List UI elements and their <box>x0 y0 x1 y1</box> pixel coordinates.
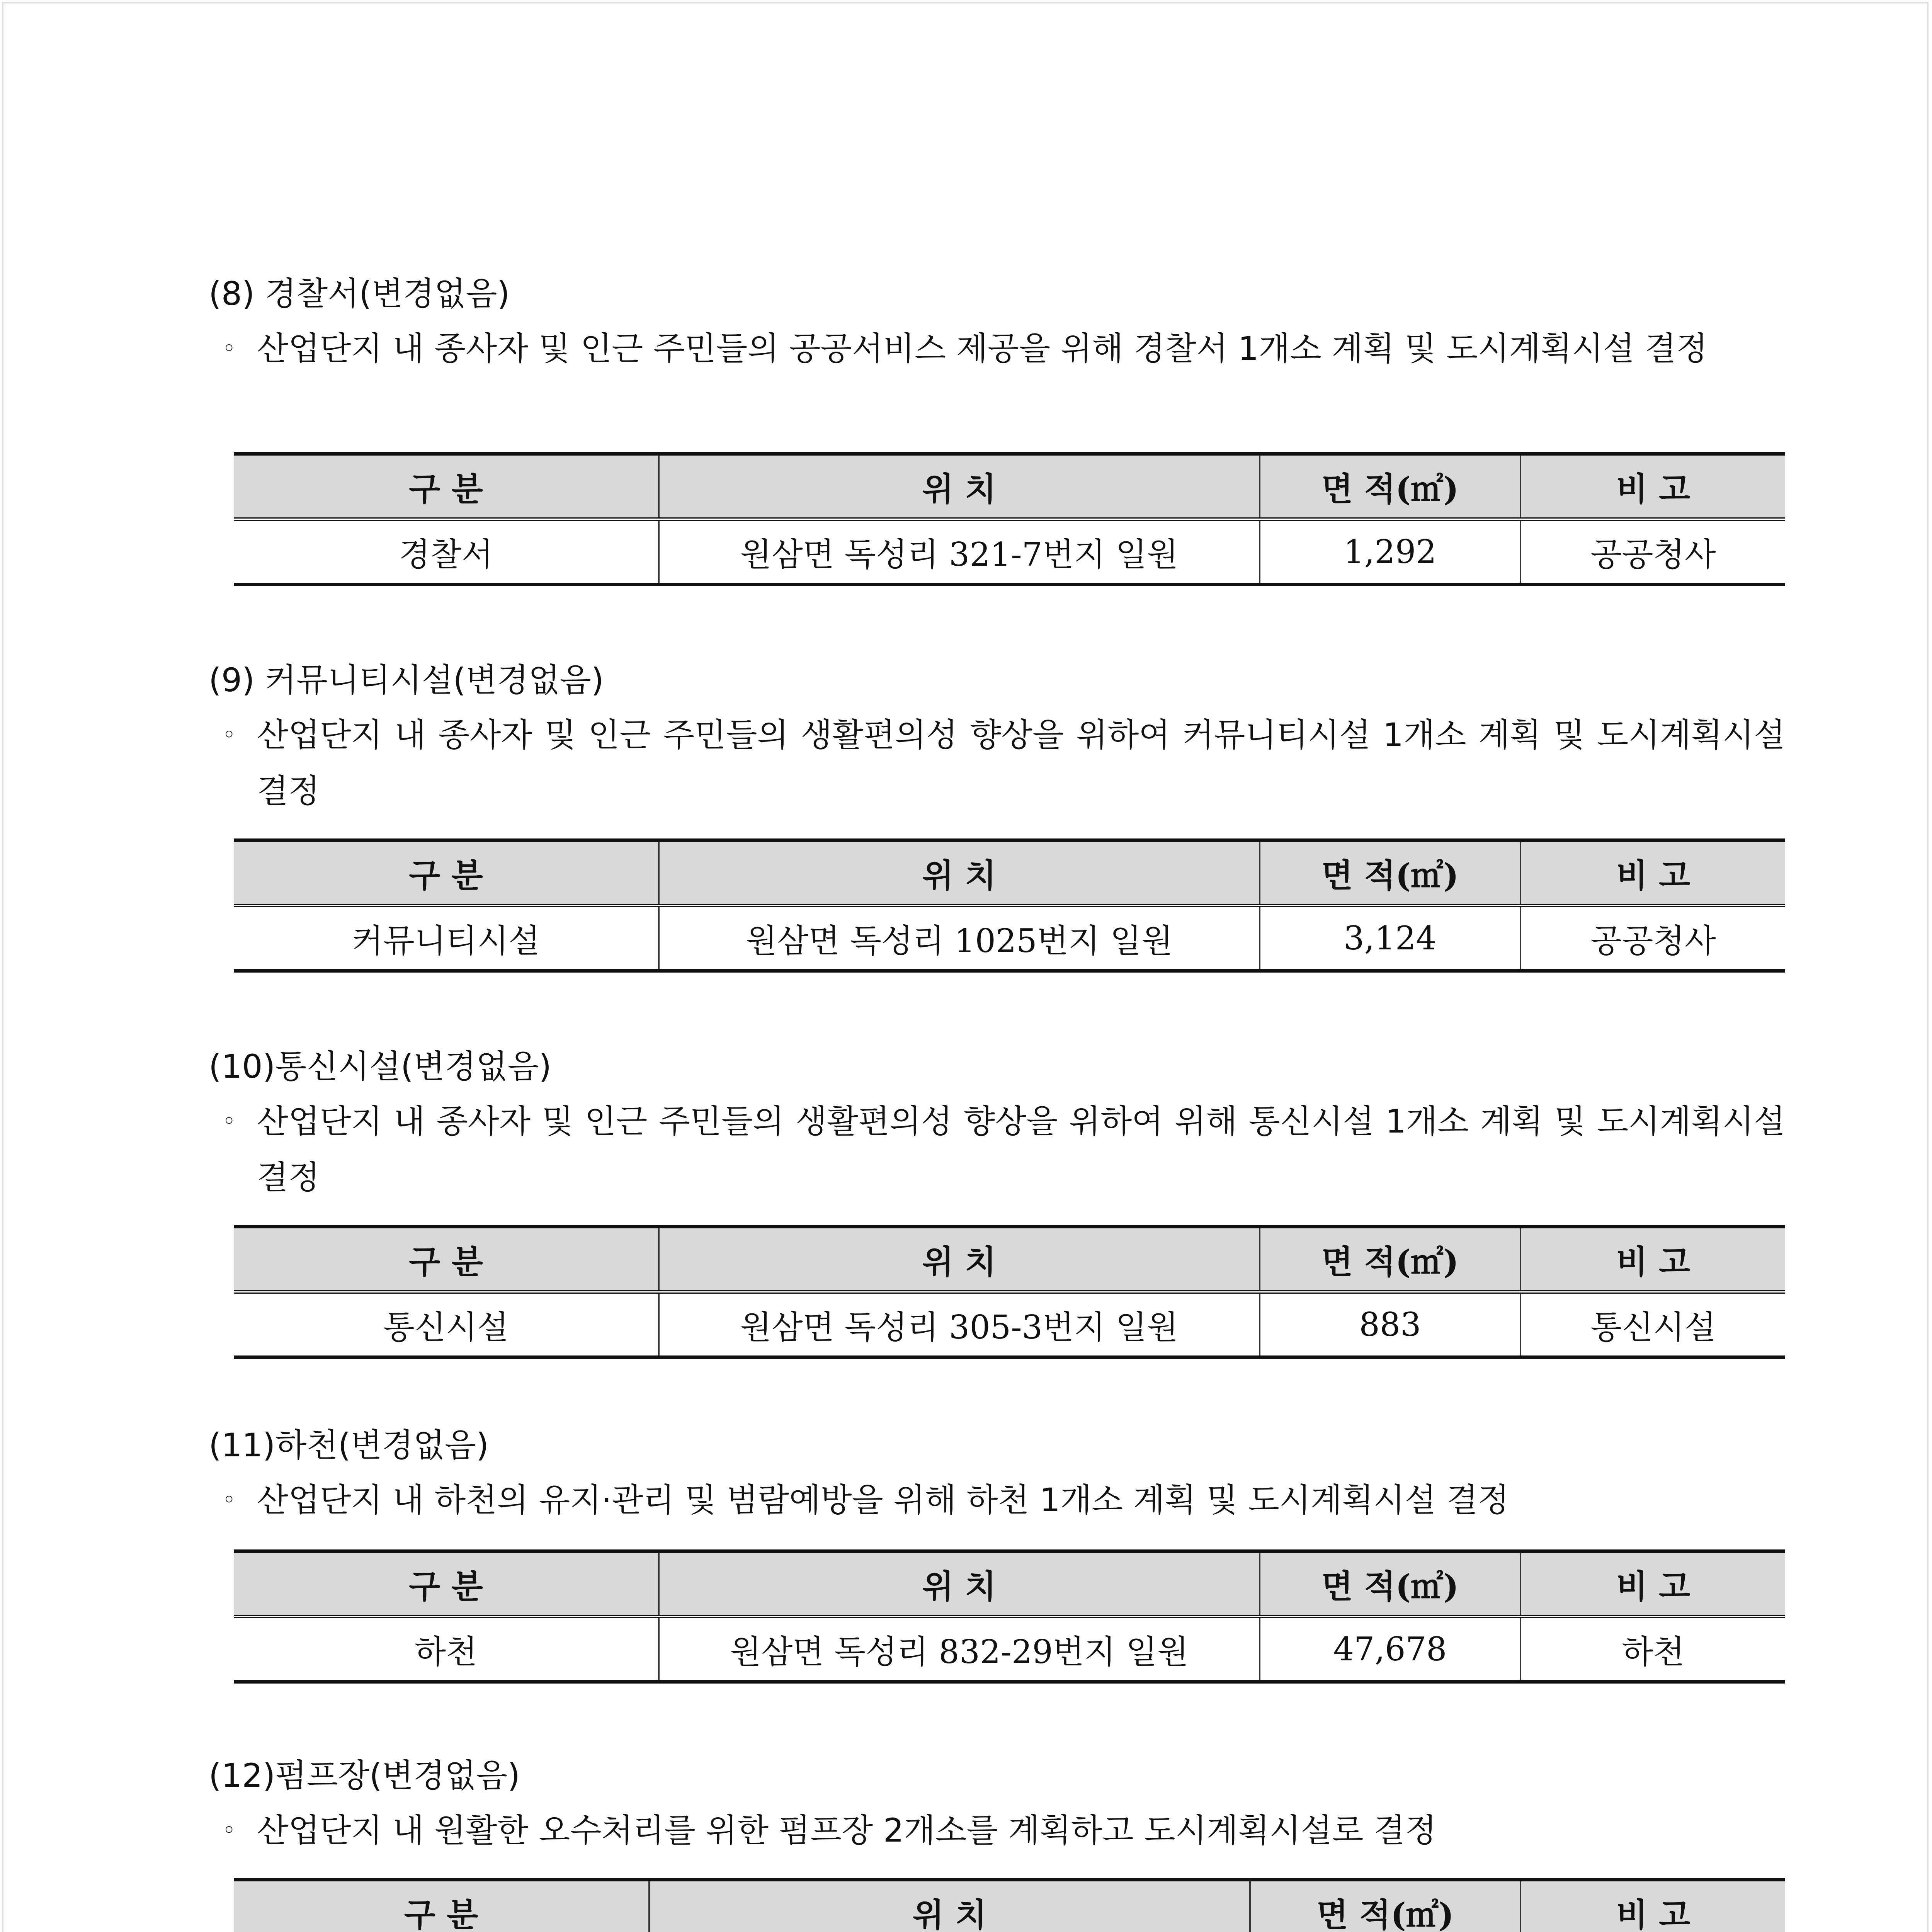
header-remark: 비 고 <box>1520 1880 1785 1932</box>
table-header-row <box>234 1880 1785 1932</box>
telecom-facility-table <box>234 1225 1785 1359</box>
section-bullet <box>209 707 1785 819</box>
section-heading: (8) 경찰서(변경없음) <box>209 275 510 313</box>
bullet-text: 산업단지 내 종사자 및 인근 주민들의 생활편의성 향상을 위하여 커뮤니티시설 1개소 계획 및 도시계획시설 결정 <box>257 716 1785 810</box>
section-telecom-facility <box>209 1043 1785 1206</box>
table-row <box>234 1292 1785 1357</box>
header-category: 구 분 <box>234 840 659 906</box>
cell-category: 하천 <box>234 1617 659 1682</box>
header-location: 위 치 <box>649 1880 1250 1932</box>
table-row <box>234 519 1785 585</box>
header-remark: 비 고 <box>1520 454 1785 519</box>
section-heading: (10)통신시설(변경없음) <box>209 1048 552 1085</box>
header-remark: 비 고 <box>1520 840 1785 906</box>
bullet-text: 산업단지 내 종사자 및 인근 주민들의 공공서비스 제공을 위해 경찰서 1개소 계획 및 도시계획시설 결정 <box>257 330 1708 367</box>
cell-remark: 공공청사 <box>1520 519 1785 585</box>
community-facility-table <box>234 838 1785 973</box>
cell-remark: 하천 <box>1520 1617 1785 1682</box>
header-location: 위 치 <box>659 1551 1260 1617</box>
header-category: 구 분 <box>234 1551 659 1617</box>
cell-remark: 공공청사 <box>1520 906 1785 971</box>
cell-category: 커뮤니티시설 <box>234 906 659 971</box>
section-bullet <box>209 1094 1785 1206</box>
bullet-text: 산업단지 내 하천의 유지·관리 및 범람예방을 위해 하천 1개소 계획 및 도시계획시설 결정 <box>257 1481 1509 1519</box>
table-header-row <box>234 1227 1785 1292</box>
cell-area: 1,292 <box>1260 519 1520 585</box>
cell-area: 47,678 <box>1260 1617 1520 1682</box>
table-header-row <box>234 454 1785 519</box>
section-community-facility <box>209 657 1785 819</box>
cell-area: 883 <box>1260 1292 1520 1357</box>
bullet-mark: ◦ <box>222 1108 236 1135</box>
bullet-mark: ◦ <box>222 721 236 748</box>
section-heading: (12)펌프장(변경없음) <box>209 1757 520 1794</box>
bullet-mark: ◦ <box>222 1486 236 1514</box>
section-river <box>209 1422 1785 1528</box>
section-heading: (9) 커뮤니티시설(변경없음) <box>209 661 604 699</box>
header-area: 면 적(㎡) <box>1260 1551 1520 1617</box>
bullet-text: 산업단지 내 종사자 및 인근 주민들의 생활편의성 향상을 위하여 위해 통신시설 1개소 계획 및 도시계획시설 결정 <box>257 1102 1785 1196</box>
cell-location: 원삼면 독성리 321-7번지 일원 <box>659 519 1260 585</box>
pump-station-table <box>234 1878 1785 1932</box>
table-header-row <box>234 1551 1785 1617</box>
river-table <box>234 1549 1785 1684</box>
section-bullet <box>209 1803 1785 1859</box>
header-location: 위 치 <box>659 1227 1260 1292</box>
table-header-row <box>234 840 1785 906</box>
header-remark: 비 고 <box>1520 1551 1785 1617</box>
cell-category: 통신시설 <box>234 1292 659 1357</box>
cell-location: 원삼면 독성리 832-29번지 일원 <box>659 1617 1260 1682</box>
table-row <box>234 906 1785 971</box>
section-heading: (11)하천(변경없음) <box>209 1426 489 1464</box>
section-bullet <box>209 1472 1785 1528</box>
header-category: 구 분 <box>234 1880 649 1932</box>
section-bullet <box>209 321 1785 377</box>
cell-location: 원삼면 독성리 1025번지 일원 <box>659 906 1260 971</box>
header-location: 위 치 <box>659 840 1260 906</box>
header-category: 구 분 <box>234 454 659 519</box>
bullet-mark: ◦ <box>222 335 236 362</box>
cell-area: 3,124 <box>1260 906 1520 971</box>
section-pump-station <box>209 1752 1785 1859</box>
header-area: 면 적(㎡) <box>1260 840 1520 906</box>
police-station-table <box>234 452 1785 586</box>
bullet-mark: ◦ <box>222 1817 236 1844</box>
header-remark: 비 고 <box>1520 1227 1785 1292</box>
bullet-text: 산업단지 내 원활한 오수처리를 위한 펌프장 2개소를 계획하고 도시계획시설로 결정 <box>257 1811 1437 1849</box>
header-location: 위 치 <box>659 454 1260 519</box>
section-police-station <box>209 270 1785 377</box>
cell-remark: 통신시설 <box>1520 1292 1785 1357</box>
header-category: 구 분 <box>234 1227 659 1292</box>
header-area: 면 적(㎡) <box>1260 454 1520 519</box>
table-row <box>234 1617 1785 1682</box>
header-area: 면 적(㎡) <box>1250 1880 1520 1932</box>
header-area: 면 적(㎡) <box>1260 1227 1520 1292</box>
cell-category: 경찰서 <box>234 519 659 585</box>
cell-location: 원삼면 독성리 305-3번지 일원 <box>659 1292 1260 1357</box>
